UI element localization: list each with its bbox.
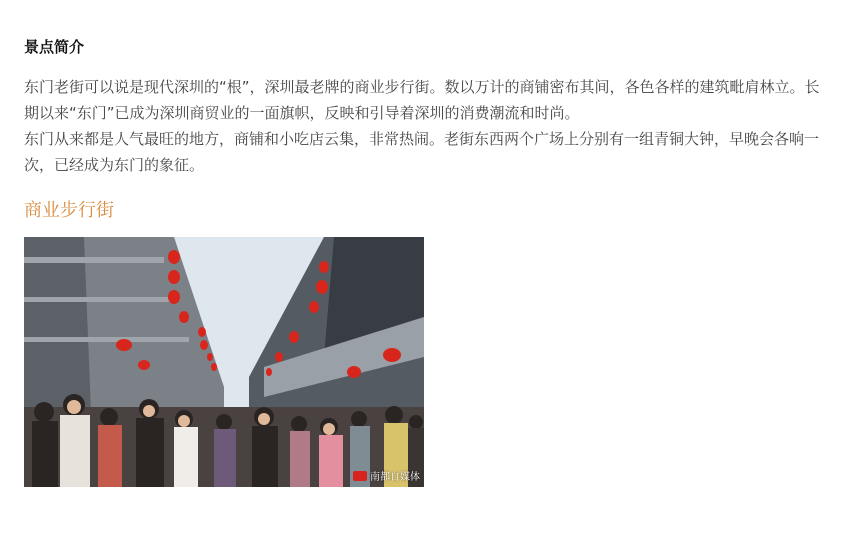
intro-paragraph-2: 东门从来都是人气最旺的地方，商铺和小吃店云集，非常热闹。老街东西两个广场上分别有一组青铜大钟，早晚会各响一次，已经成为东门的象征。	[24, 130, 820, 174]
street-photo	[24, 237, 424, 487]
intro-title: 景点简介	[24, 38, 85, 56]
watermark-text: 南都自媒体	[370, 472, 420, 483]
media-logo-icon	[353, 471, 367, 481]
intro-text	[24, 74, 834, 178]
street-photo-illustration	[24, 237, 424, 487]
intro-paragraph-1: 东门老街可以说是现代深圳的“根”，深圳最老牌的商业步行街。数以万计的商铺密布其间，各色各样的建筑毗肩林立。长期以来“东门”已成为深圳商贸业的一面旗帜，反映和引导着深圳的消费潮流和时尚。	[24, 78, 820, 122]
photo-watermark	[353, 468, 420, 483]
section-heading: 商业步行街	[24, 200, 114, 221]
